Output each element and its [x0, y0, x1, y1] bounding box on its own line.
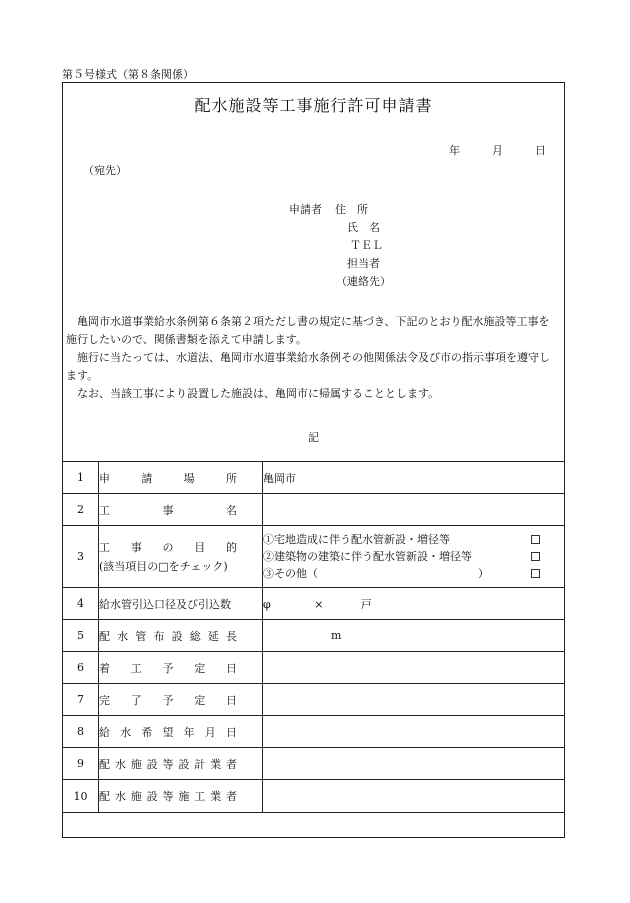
statement-paragraph: 亀岡市水道事業給水条例第６条第２項ただし書の規定に基づき、下記のとおり配水施設等工事を施行したいので、関係書類を添えて申請します。 [66, 315, 550, 346]
row-label-service-pipe: 給水管引込口径及び引込数 [99, 588, 263, 620]
supply-date-value[interactable] [263, 716, 565, 748]
statement-paragraph: なお、当該工事により設置した施設は、亀岡市に帰属することとします。 [77, 387, 440, 400]
ki-heading: 記 [308, 431, 319, 444]
applicant-tel-label: ＴＥＬ [350, 239, 383, 252]
table-row [63, 462, 565, 494]
date-line [449, 142, 546, 158]
row-label-contractor: 配 水 施 設 等 施 工 業 者 [99, 780, 263, 813]
row-number: 3 [63, 526, 99, 588]
applicant-address-label: 住 所 [335, 203, 368, 216]
checkbox[interactable] [531, 535, 540, 544]
form-title: 配水施設等工事施行許可申請書 [194, 96, 433, 115]
application-items-table [62, 461, 565, 813]
contractor-value[interactable] [263, 780, 565, 813]
form-number-label: 第５号様式（第８条関係） [62, 68, 194, 81]
service-pipe-value[interactable]: φ × 戸 [263, 588, 565, 620]
pipe-length-value[interactable]: m [263, 620, 565, 652]
row-label-site: 申 請 場 所 [99, 462, 263, 494]
applicant-name-label: 氏 名 [347, 221, 380, 234]
row-label-completion-date: 完 了 予 定 日 [99, 684, 263, 716]
row-number: 2 [63, 494, 99, 526]
purpose-option-1[interactable]: ①宅地造成に伴う配水管新設・増径等 [263, 531, 564, 548]
table-row [63, 588, 565, 620]
row-number: 4 [63, 588, 99, 620]
application-form-frame [62, 82, 565, 838]
row-number: 8 [63, 716, 99, 748]
addressee: （宛先） [83, 164, 127, 177]
table-row [63, 780, 565, 813]
table-row [63, 684, 565, 716]
date-year-label: 年 [449, 144, 460, 157]
date-month-label: 月 [492, 144, 503, 157]
table-row [63, 748, 565, 780]
purpose-label-sub: (該当項目の□をチェック) [99, 560, 228, 573]
purpose-option-2[interactable]: ②建築物の建築に伴う配水管新設・増径等 [263, 548, 564, 565]
designer-value[interactable] [263, 748, 565, 780]
checkbox[interactable] [531, 569, 540, 578]
purpose-option-3[interactable]: ③その他（ ） [263, 565, 564, 582]
applicant-person-label: 担当者 [347, 257, 380, 270]
row-number: 5 [63, 620, 99, 652]
row-label-start-date: 着 工 予 定 日 [99, 652, 263, 684]
application-statement [66, 313, 560, 403]
table-row [63, 620, 565, 652]
start-date-value[interactable] [263, 652, 565, 684]
statement-paragraph: 施行に当たっては、水道法、亀岡市水道事業給水条例その他関係法令及び市の指示事項を遵守します。 [66, 351, 550, 382]
applicant-contact-label: （連絡先） [336, 275, 391, 288]
table-row [63, 652, 565, 684]
table-row [63, 716, 565, 748]
site-value[interactable]: 亀岡市 [263, 462, 565, 494]
table-row [63, 526, 565, 588]
row-label-work-name: 工 事 名 [99, 494, 263, 526]
purpose-options [263, 526, 565, 588]
work-name-value[interactable] [263, 494, 565, 526]
applicant-role: 申請者 [289, 203, 322, 216]
row-number: 9 [63, 748, 99, 780]
row-number: 6 [63, 652, 99, 684]
row-number: 7 [63, 684, 99, 716]
table-row [63, 494, 565, 526]
date-day-label: 日 [535, 144, 546, 157]
row-label-designer: 配 水 施 設 等 設 計 業 者 [99, 748, 263, 780]
completion-date-value[interactable] [263, 684, 565, 716]
row-label-pipe-length: 配 水 管 布 設 総 延 長 [99, 620, 263, 652]
row-number: 1 [63, 462, 99, 494]
row-number: 10 [63, 780, 99, 813]
row-label-supply-date: 給 水 希 望 年 月 日 [99, 716, 263, 748]
checkbox[interactable] [531, 552, 540, 561]
row-label-purpose: 工 事 の 目 的 (該当項目の□をチェック) [99, 526, 263, 588]
